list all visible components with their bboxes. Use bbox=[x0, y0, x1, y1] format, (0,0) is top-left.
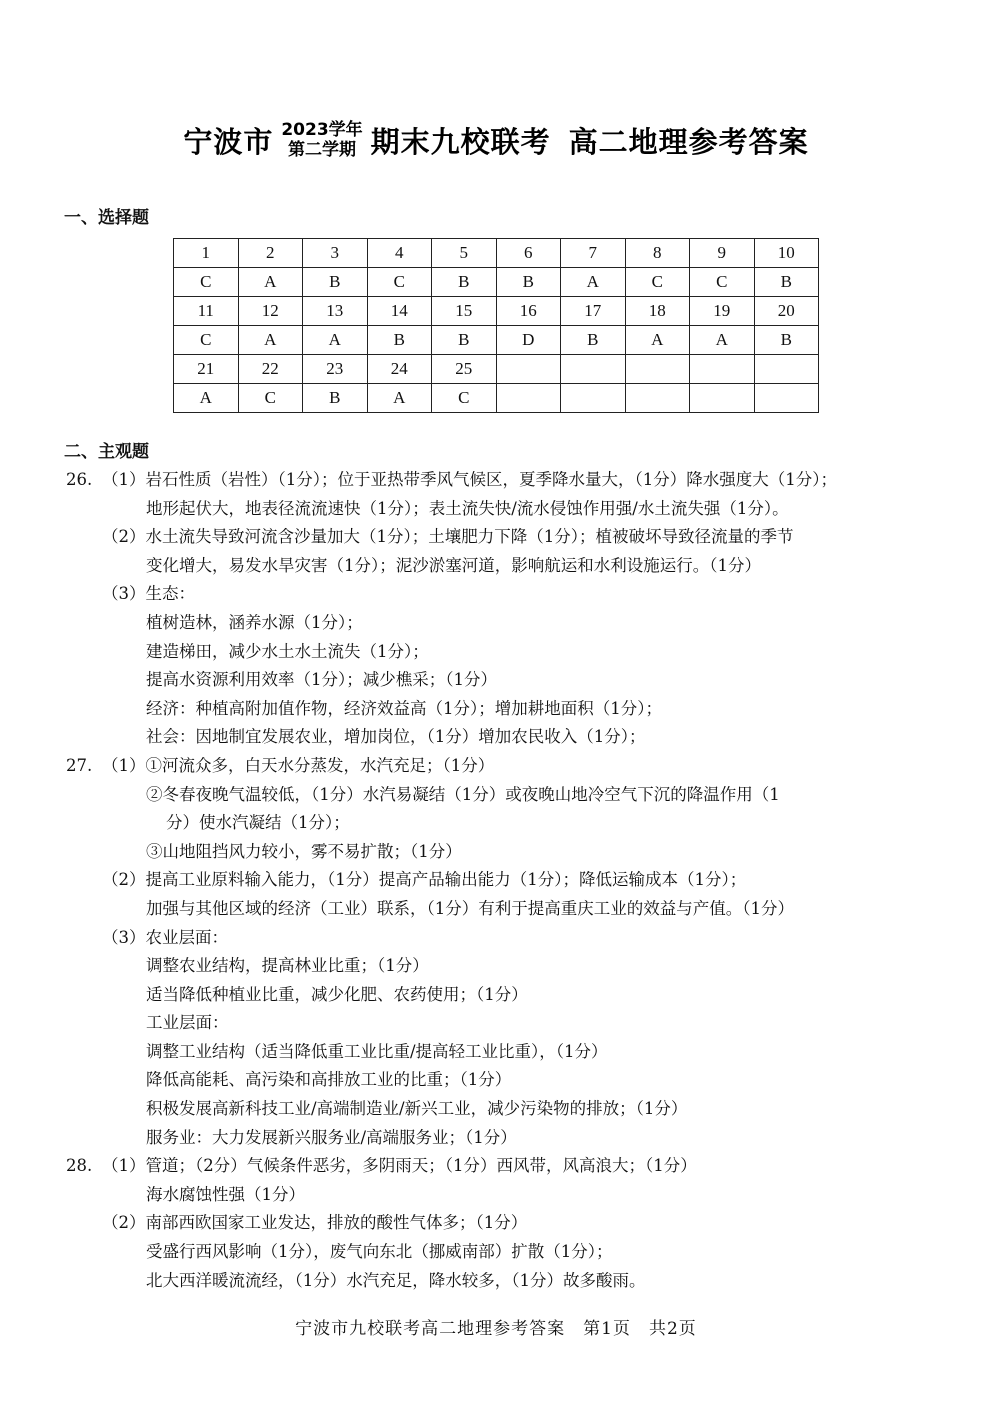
page-footer: 宁波市九校联考高二地理参考答案 第1页 共2页 bbox=[295, 1319, 697, 1339]
q27-line-13: 积极发展高新科技工业/高端制造业/新兴工业，减少污染物的排放；（1分） bbox=[146, 1099, 688, 1119]
section-choice-heading: 一、选择题 bbox=[64, 208, 149, 228]
answer-table-cell: A bbox=[561, 268, 626, 297]
answer-table-cell: B bbox=[496, 268, 561, 297]
answer-table-cell bbox=[690, 355, 755, 384]
answer-table-cell: C bbox=[625, 268, 690, 297]
answer-table-cell: 18 bbox=[625, 297, 690, 326]
answer-table-cell: 24 bbox=[367, 355, 432, 384]
q27-line-5: （2）提高工业原料输入能力，（1分）提高产品输出能力（1分）；降低运输成本（1分）； bbox=[102, 870, 747, 890]
answer-table-cell: A bbox=[625, 326, 690, 355]
answer-table-cell: C bbox=[432, 384, 497, 413]
answer-table-cell: B bbox=[432, 326, 497, 355]
q28-number: 28. bbox=[66, 1156, 93, 1176]
answer-table-cell: 12 bbox=[238, 297, 303, 326]
answer-table-cell bbox=[561, 384, 626, 413]
title-term: 第二学期 bbox=[287, 139, 356, 160]
answer-table-cell: 25 bbox=[432, 355, 497, 384]
answer-table-cell: 9 bbox=[690, 239, 755, 268]
q28-line-2: 海水腐蚀性强（1分） bbox=[146, 1184, 305, 1204]
subjective-answers bbox=[66, 466, 946, 1295]
title-exam: 期末九校联考 bbox=[370, 125, 551, 159]
q27-line-14: 服务业：大力发展新兴服务业/高端服务业；（1分） bbox=[146, 1127, 517, 1147]
answer-table-row bbox=[174, 384, 819, 413]
answer-table-cell: C bbox=[367, 268, 432, 297]
answer-table-cell: 13 bbox=[303, 297, 368, 326]
q26-line-5: （3）生态： bbox=[102, 584, 195, 604]
q27-line-3: 分）使水汽凝结（1分）； bbox=[166, 813, 350, 833]
q26-line-8: 提高水资源利用效率（1分）；减少樵采；（1分） bbox=[146, 670, 497, 690]
q26-line-4: 变化增大，易发水旱灾害（1分）；泥沙淤塞河道，影响航运和水利设施运行。（1分） bbox=[146, 555, 761, 575]
answer-table-cell: A bbox=[238, 326, 303, 355]
q28-line-4: 受盛行西风影响（1分），废气向东北（挪威南部）扩散（1分）； bbox=[146, 1242, 613, 1262]
answer-table-cell: 6 bbox=[496, 239, 561, 268]
answer-table-cell: 15 bbox=[432, 297, 497, 326]
page-title bbox=[0, 120, 992, 161]
answer-table-cell: C bbox=[174, 268, 239, 297]
answer-table-cell: 16 bbox=[496, 297, 561, 326]
title-subject: 高二地理参考答案 bbox=[568, 125, 809, 159]
answer-table-cell: A bbox=[367, 384, 432, 413]
answer-table-cell: B bbox=[754, 326, 819, 355]
q27-number: 27. bbox=[66, 755, 93, 775]
answer-table-cell: 17 bbox=[561, 297, 626, 326]
answer-table-cell: D bbox=[496, 326, 561, 355]
answer-table-cell: C bbox=[690, 268, 755, 297]
answer-table-cell bbox=[561, 355, 626, 384]
q28-line-3: （2）南部西欧国家工业发达，排放的酸性气体多；（1分） bbox=[102, 1213, 528, 1233]
answer-table-cell bbox=[754, 384, 819, 413]
answer-table-cell: 19 bbox=[690, 297, 755, 326]
answer-table-cell: B bbox=[432, 268, 497, 297]
answer-table-cell: C bbox=[238, 384, 303, 413]
answer-table-cell: B bbox=[561, 326, 626, 355]
q27-line-9: 适当降低种植业比重，减少化肥、农药使用；（1分） bbox=[146, 984, 528, 1004]
answer-table-cell: A bbox=[690, 326, 755, 355]
answer-table-cell bbox=[625, 355, 690, 384]
q26-line-9: 经济：种植高附加值作物，经济效益高（1分）；增加耕地面积（1分）； bbox=[146, 698, 662, 718]
answer-table-cell: C bbox=[174, 326, 239, 355]
answer-table-cell: 11 bbox=[174, 297, 239, 326]
answer-table-cell: B bbox=[367, 326, 432, 355]
answer-table bbox=[173, 238, 819, 413]
answer-table-cell: 5 bbox=[432, 239, 497, 268]
q26-line-10: 社会：因地制宜发展农业，增加岗位，（1分）增加农民收入（1分）； bbox=[146, 727, 646, 747]
answer-table-cell: 20 bbox=[754, 297, 819, 326]
answer-table-cell: 2 bbox=[238, 239, 303, 268]
q26-line-6: 植树造林，涵养水源（1分）； bbox=[146, 612, 363, 632]
q27-line-8: 调整农业结构，提高林业比重；（1分） bbox=[146, 956, 429, 976]
answer-table-cell: 8 bbox=[625, 239, 690, 268]
answer-table-cell: B bbox=[303, 268, 368, 297]
q26-line-3: （2）水土流失导致河流含沙量加大（1分）；土壤肥力下降（1分）；植被破坏导致径流量的季节 bbox=[102, 527, 794, 547]
q27-line-6: 加强与其他区域的经济（工业）联系，（1分）有利于提高重庆工业的效益与产值。（1分） bbox=[146, 898, 794, 918]
q27-line-10: 工业层面： bbox=[146, 1013, 229, 1033]
section-subjective-heading: 二、主观题 bbox=[64, 442, 149, 462]
answer-table-cell: 4 bbox=[367, 239, 432, 268]
title-year: 2023学年 bbox=[281, 119, 363, 140]
answer-table-cell: 14 bbox=[367, 297, 432, 326]
q26-line-1: 26. （1）岩石性质（岩性）（1分）；位于亚热带季风气候区，夏季降水量大，（1分）降水强度大（1分）； bbox=[66, 466, 946, 495]
q27-line-2: ②冬春夜晚气温较低，（1分）水汽易凝结（1分）或夜晚山地冷空气下沉的降温作用（1 bbox=[146, 784, 780, 804]
answer-table-cell: 3 bbox=[303, 239, 368, 268]
answer-table-cell bbox=[496, 355, 561, 384]
title-term-stack bbox=[281, 121, 362, 160]
answer-table-cell: 22 bbox=[238, 355, 303, 384]
answer-table-row bbox=[174, 326, 819, 355]
answer-table-cell bbox=[754, 355, 819, 384]
q27-line-12: 降低高能耗、高污染和高排放工业的比重；（1分） bbox=[146, 1070, 512, 1090]
answer-table-cell: A bbox=[238, 268, 303, 297]
answer-table-cell: B bbox=[754, 268, 819, 297]
title-city: 宁波市 bbox=[183, 125, 274, 159]
answer-table-cell: 7 bbox=[561, 239, 626, 268]
answer-table-cell: 1 bbox=[174, 239, 239, 268]
answer-table-cell bbox=[690, 384, 755, 413]
q26-number: 26. bbox=[66, 470, 93, 489]
q27-line-1: 27. （1）①河流众多，白天水分蒸发，水汽充足；（1分） bbox=[66, 752, 946, 781]
q28-line-5: 北大西洋暖流流经，（1分）水汽充足，降水较多，（1分）故多酸雨。 bbox=[146, 1270, 646, 1290]
answer-table-cell: 10 bbox=[754, 239, 819, 268]
answer-table-row bbox=[174, 355, 819, 384]
q26-line-2: 地形起伏大，地表径流流速快（1分）；表土流失快/流水侵蚀作用强/水土流失强（1分）。 bbox=[146, 498, 789, 518]
answer-table-cell bbox=[496, 384, 561, 413]
answer-table-row bbox=[174, 297, 819, 326]
q27-line-4: ③山地阻挡风力较小，雾不易扩散；（1分） bbox=[146, 841, 462, 861]
answer-table-cell: 21 bbox=[174, 355, 239, 384]
answer-table-cell: B bbox=[303, 384, 368, 413]
q27-line-11: 调整工业结构（适当降低重工业比重/提高轻工业比重），（1分） bbox=[146, 1041, 608, 1061]
answer-table-cell: A bbox=[303, 326, 368, 355]
answer-table-cell bbox=[625, 384, 690, 413]
answer-table-row bbox=[174, 268, 819, 297]
q28-line-1: 28. （1）管道；（2分）气候条件恶劣，多阴雨天；（1分）西风带，风高浪大；（1分） bbox=[66, 1152, 946, 1181]
q27-line-7: （3）农业层面： bbox=[102, 927, 228, 947]
answer-table-cell: A bbox=[174, 384, 239, 413]
answer-table-row bbox=[174, 239, 819, 268]
q26-line-7: 建造梯田，减少水土水土流失（1分）； bbox=[146, 641, 429, 661]
answer-table-cell: 23 bbox=[303, 355, 368, 384]
